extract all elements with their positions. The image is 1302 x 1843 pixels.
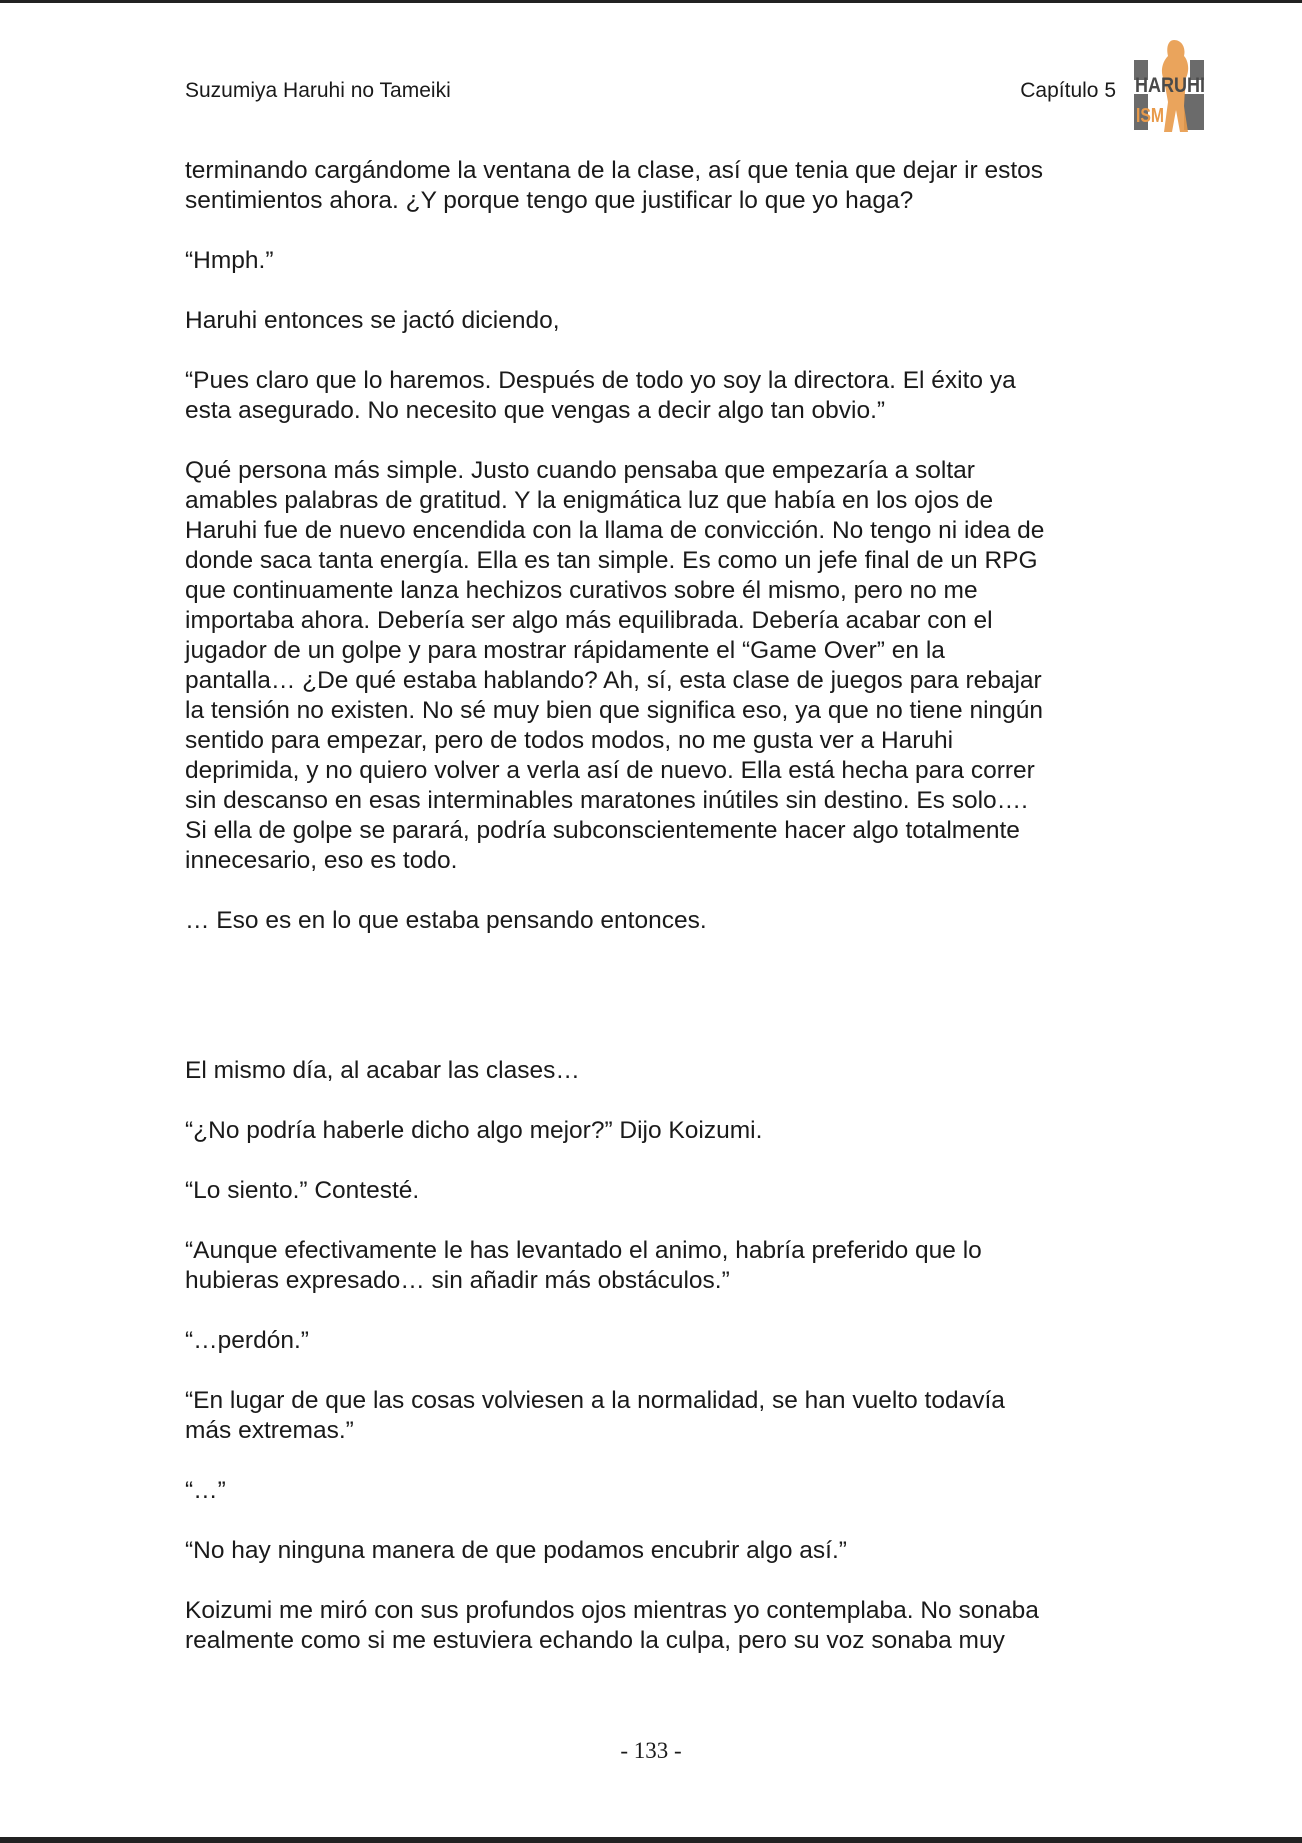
text-line: “No hay ninguna manera de que podamos encubrir algo así.” <box>185 1537 847 1564</box>
text-line: amables palabras de gratitud. Y la enigmática luz que había en los ojos de <box>185 487 994 514</box>
text-line: Qué persona más simple. Justo cuando pensaba que empezaría a soltar <box>185 457 975 484</box>
section-break <box>185 966 1130 1056</box>
haruhi-ism-logo <box>1134 36 1208 136</box>
text-line: pantalla… ¿De qué estaba hablando? Ah, sí, esta clase de juegos para rebajar <box>185 667 1042 694</box>
text-line: más extremas.” <box>185 1417 354 1444</box>
paragraph <box>185 306 1130 336</box>
paragraph <box>185 456 1130 876</box>
text-line: Haruhi fue de nuevo encendida con la llama de convicción. No tengo ni idea de <box>185 517 1045 544</box>
book-title: Suzumiya Haruhi no Tameiki <box>185 79 451 102</box>
paragraph <box>185 1476 1130 1506</box>
text-line: “…perdón.” <box>185 1327 309 1354</box>
text-line: deprimida, y no quiero volver a verla así de nuevo. Ella está hecha para correr <box>185 757 1035 784</box>
text-line: terminando cargándome la ventana de la clase, así que tenia que dejar ir estos <box>185 157 1044 184</box>
text-line: que continuamente lanza hechizos curativos sobre él mismo, pero no me <box>185 577 978 604</box>
page-number: - 133 - <box>620 1738 682 1763</box>
paragraph <box>185 1236 1130 1296</box>
paragraph <box>185 1116 1130 1146</box>
paragraph <box>185 366 1130 426</box>
text-line: Si ella de golpe se parará, podría subconscientemente hacer algo totalmente <box>185 817 1020 844</box>
paragraph <box>185 156 1130 216</box>
text-line: sin descanso en esas interminables maratones inútiles sin destino. Es solo…. <box>185 787 1028 814</box>
text-line: la tensión no existen. No sé muy bien que significa eso, ya que no tiene ningún <box>185 697 1044 724</box>
text-line: sentimientos ahora. ¿Y porque tengo que justificar lo que yo haga? <box>185 187 914 214</box>
paragraph <box>185 246 1130 276</box>
text-line: El mismo día, al acabar las clases… <box>185 1057 580 1084</box>
chapter-label: Capítulo 5 <box>1020 79 1116 102</box>
text-line: sentido para empezar, pero de todos modos, no me gusta ver a Haruhi <box>185 727 954 754</box>
svg-text:ISM: ISM <box>1136 105 1164 127</box>
text-line: donde saca tanta energía. Ella es tan simple. Es como un jefe final de un RPG <box>185 547 1038 574</box>
text-line: “Aunque efectivamente le has levantado el animo, habría preferido que lo <box>185 1237 982 1264</box>
text-line: hubieras expresado… sin añadir más obstáculos.” <box>185 1267 730 1294</box>
text-line: Koizumi me miró con sus profundos ojos mientras yo contemplaba. No sonaba <box>185 1597 1039 1624</box>
text-line: Haruhi entonces se jactó diciendo, <box>185 307 560 334</box>
text-line: jugador de un golpe y para mostrar rápidamente el “Game Over” en la <box>185 637 945 664</box>
paragraph <box>185 1596 1130 1656</box>
text-line: realmente como si me estuviera echando la culpa, pero su voz sonaba muy <box>185 1627 1005 1654</box>
page-body <box>185 156 1130 1686</box>
paragraph <box>185 1386 1130 1446</box>
text-line: “Lo siento.” Contesté. <box>185 1177 420 1204</box>
svg-text:HARUHI: HARUHI <box>1135 74 1205 97</box>
top-border <box>0 0 1302 3</box>
text-line: “…” <box>185 1477 226 1504</box>
text-line: “Hmph.” <box>185 247 274 274</box>
paragraph <box>185 906 1130 936</box>
text-line: “¿No podría haberle dicho algo mejor?” Dijo Koizumi. <box>185 1117 763 1144</box>
bottom-border <box>0 1837 1302 1843</box>
text-line: esta asegurado. No necesito que vengas a decir algo tan obvio.” <box>185 397 886 424</box>
text-line: “Pues claro que lo haremos. Después de todo yo soy la directora. El éxito ya <box>185 367 1016 394</box>
paragraph <box>185 1056 1130 1086</box>
text-line: innecesario, eso es todo. <box>185 847 458 874</box>
paragraph <box>185 1176 1130 1206</box>
text-line: “En lugar de que las cosas volviesen a la normalidad, se han vuelto todavía <box>185 1387 1005 1414</box>
text-line: … Eso es en lo que estaba pensando entonces. <box>185 907 707 934</box>
paragraph <box>185 1326 1130 1356</box>
paragraph <box>185 1536 1130 1566</box>
text-line: importaba ahora. Debería ser algo más equilibrada. Debería acabar con el <box>185 607 993 634</box>
